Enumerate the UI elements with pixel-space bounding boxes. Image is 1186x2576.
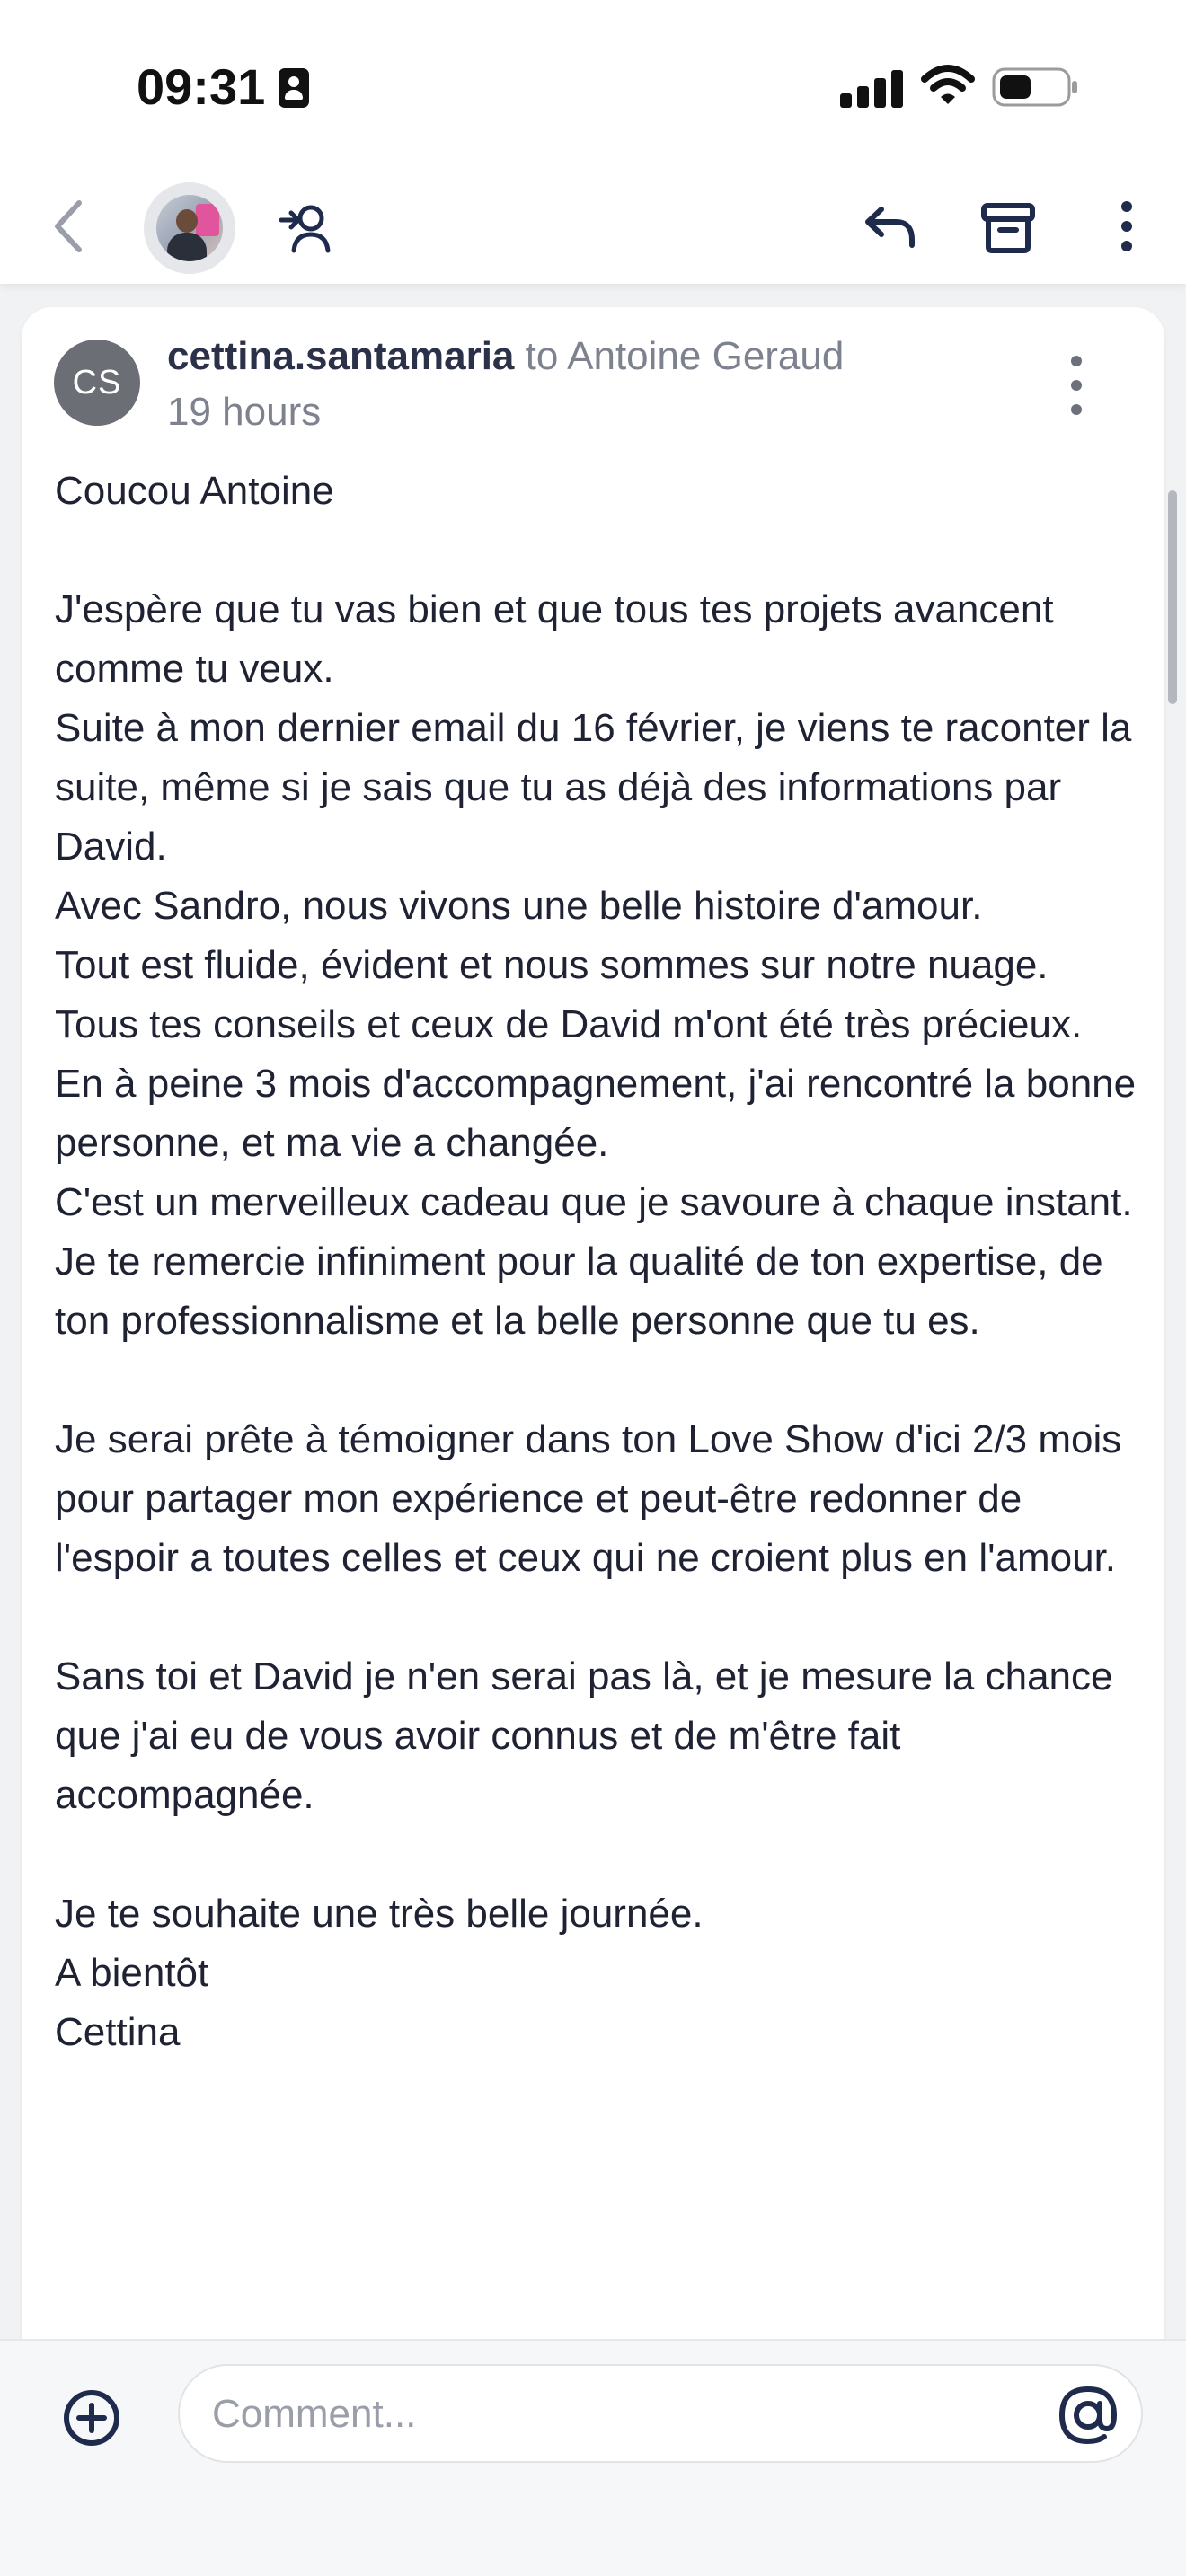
email-body-line: Je te souhaite une très belle journée. xyxy=(55,1892,704,1936)
wifi-icon xyxy=(921,63,975,108)
email-body-line: Je serai prête à témoigner dans ton Love Show d'ici 2/3 mois pour partager mon expérience et peut-être redonner de l'espoir a toutes celles et ceux qui ne croient plus en l'amour. xyxy=(55,1417,1122,1580)
cellular-signal-icon xyxy=(840,66,903,108)
more-vertical-icon xyxy=(1120,200,1134,252)
email-body-blank-line xyxy=(55,1588,1142,1647)
reply-icon xyxy=(863,204,916,249)
email-message-card xyxy=(22,307,1164,2373)
email-body-blank-line xyxy=(55,521,1142,580)
email-body xyxy=(55,462,1142,2062)
status-bar xyxy=(0,0,1186,171)
status-time: 09:31 xyxy=(137,58,266,115)
comment-bar xyxy=(0,2339,1186,2576)
mention-button[interactable] xyxy=(1057,2384,1120,2447)
email-body-line: Suite à mon dernier email du 16 février, je viens te raconter la suite, même si je sais que tu as déjà des informations par David. xyxy=(55,706,1132,869)
email-body-line: Sans toi et David je n'en serai pas là, et je mesure la chance que j'ai eu de vous avoir connus et de m'être fait accompagnée. xyxy=(55,1654,1113,1817)
sender-name[interactable]: cettina.santamaria xyxy=(167,334,515,378)
email-body-line: Tous tes conseils et ceux de David m'ont été très précieux. xyxy=(55,1002,1083,1046)
sent-time: 19 hours xyxy=(167,390,322,434)
message-toolbar xyxy=(0,171,1186,284)
back-button[interactable] xyxy=(32,190,104,262)
email-body-line: Tout est fluide, évident et nous sommes sur notre nuage. xyxy=(55,943,1049,987)
back-chevron-icon xyxy=(50,198,86,255)
at-mention-icon xyxy=(1057,2384,1120,2447)
email-body-line: C'est un merveilleux cadeau que je savoure à chaque instant. xyxy=(55,1180,1133,1224)
assign-button[interactable] xyxy=(270,190,345,266)
email-body-line: A bientôt xyxy=(55,1951,209,1995)
battery-icon xyxy=(992,66,1080,108)
recipient-text: to Antoine Geraud xyxy=(525,334,845,378)
email-body-blank-line xyxy=(55,1351,1142,1410)
email-body-blank-line xyxy=(55,1825,1142,1884)
add-circle-icon xyxy=(61,2387,122,2448)
assign-user-icon xyxy=(279,200,335,256)
email-body-line: Cettina xyxy=(55,2010,181,2054)
contact-card-icon xyxy=(279,68,309,108)
archive-button[interactable] xyxy=(970,190,1046,266)
email-body-line: En à peine 3 mois d'accompagnement, j'ai rencontré la bonne personne, et ma vie a changée. xyxy=(55,1062,1137,1165)
sender-avatar: CS xyxy=(54,340,140,426)
email-body-line: Je te remercie infiniment pour la qualité de ton expertise, de ton professionnalisme et la belle personne que tu es. xyxy=(55,1239,1103,1343)
comment-input[interactable] xyxy=(212,2389,1021,2439)
more-options-button[interactable] xyxy=(1091,190,1163,262)
email-body-line: J'espère que tu vas bien et que tous tes projets avancent comme tu veux. xyxy=(55,587,1054,691)
email-body-line: Coucou Antoine xyxy=(55,469,334,513)
scrollbar[interactable] xyxy=(1168,490,1177,704)
reply-button[interactable] xyxy=(854,190,925,262)
archive-icon xyxy=(980,202,1036,254)
comment-box xyxy=(178,2364,1143,2463)
contact-avatar xyxy=(156,195,223,261)
sender-line xyxy=(167,334,844,379)
message-more-button[interactable] xyxy=(1058,354,1094,417)
add-attachment-button[interactable] xyxy=(61,2387,122,2448)
contact-avatar-button[interactable] xyxy=(144,182,235,274)
email-body-line: Avec Sandro, nous vivons une belle histoire d'amour. xyxy=(55,884,983,928)
